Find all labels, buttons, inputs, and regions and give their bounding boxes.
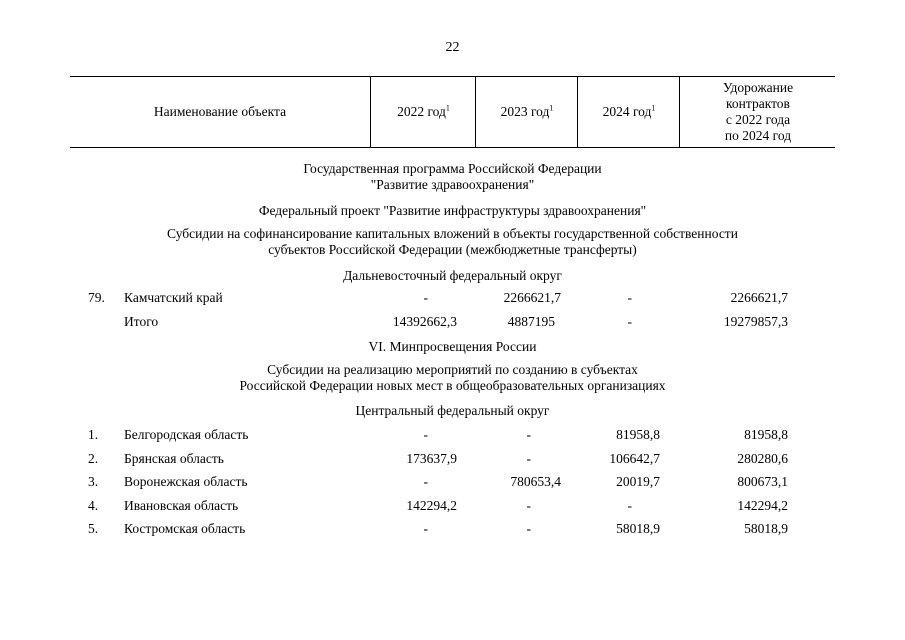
header-name-label: Наименование объекта <box>153 104 287 119</box>
row-2024: 81958,8 <box>616 427 660 442</box>
row-2022: - <box>423 474 428 489</box>
row-total: 58018,9 <box>744 521 788 536</box>
subsidy-title-1: Субсидии на софинансирование капитальных вложений в объекты государственной собственности субъектов Российской Федерации (межбюджетные трансферты) <box>167 226 738 257</box>
row-2024: - <box>627 498 632 513</box>
table-row <box>0 497 905 515</box>
row-2024: - <box>627 290 632 305</box>
row-2024: 58018,9 <box>616 521 660 536</box>
row-total: 81958,8 <box>744 427 788 442</box>
table-header <box>70 76 835 148</box>
row-total: 19279857,3 <box>723 314 788 329</box>
row-2023: - <box>526 498 531 513</box>
subsidy-title-2: Субсидии на реализацию мероприятий по созданию в субъектах Российской Федерации новых мест в общеобразовательных организациях <box>239 362 666 393</box>
row-number: 4. <box>88 498 99 513</box>
row-2022: 142294,2 <box>406 498 457 513</box>
row-2024: 106642,7 <box>609 451 660 466</box>
table-row <box>0 520 905 538</box>
row-2023: - <box>526 451 531 466</box>
row-total: 800673,1 <box>737 474 788 489</box>
row-name: Белгородская область <box>124 427 249 442</box>
header-2022-column <box>370 77 476 147</box>
ministry-title: VI. Минпросвещения России <box>368 339 537 354</box>
row-2023: 2266621,7 <box>503 290 561 305</box>
row-2023: - <box>526 427 531 442</box>
program-title: Государственная программа Российской Федерации "Развитие здравоохранения" <box>303 161 602 192</box>
row-name: Брянская область <box>124 451 224 466</box>
header-increase-label: Удорожание контрактов с 2022 года по 2024 год <box>722 80 794 143</box>
row-2023: 4887195 <box>507 314 555 329</box>
district-title-1: Дальневосточный федеральный округ <box>343 268 562 283</box>
federal-project-title: Федеральный проект "Развитие инфраструктуры здравоохранения" <box>258 203 647 218</box>
table-row <box>0 450 905 468</box>
row-number: 3. <box>88 474 99 489</box>
row-number: 2. <box>88 451 99 466</box>
row-name: Итого <box>124 314 159 329</box>
row-name: Ивановская область <box>124 498 239 513</box>
row-total: 280280,6 <box>737 451 788 466</box>
row-name: Воронежская область <box>124 474 248 489</box>
page-number: 22 <box>445 40 460 55</box>
row-2023: 780653,4 <box>510 474 561 489</box>
row-2024: 20019,7 <box>616 474 660 489</box>
header-2022-label: 2022 год$^1$ <box>397 103 450 119</box>
header-2023-column <box>475 77 578 147</box>
row-name: Костромская область <box>124 521 246 536</box>
row-number: 1. <box>88 427 99 442</box>
header-2024-label: 2024 год$^1$ <box>602 103 656 119</box>
row-total: 142294,2 <box>737 498 788 513</box>
header-increase-column <box>679 77 836 147</box>
district-title-2: Центральный федеральный округ <box>355 403 550 418</box>
row-2022: - <box>423 427 428 442</box>
row-2022: 14392662,3 <box>392 314 457 329</box>
header-name-column <box>70 77 370 147</box>
row-total: 2266621,7 <box>730 290 788 305</box>
row-2023: - <box>526 521 531 536</box>
row-2022: - <box>423 290 428 305</box>
table-row <box>0 426 905 444</box>
header-2024-column <box>577 77 680 147</box>
row-2022: - <box>423 521 428 536</box>
table-row-total <box>0 313 905 331</box>
row-number: 79. <box>88 290 105 305</box>
row-name: Камчатский край <box>124 290 223 305</box>
header-2023-label: 2023 год$^1$ <box>500 103 554 119</box>
table-row <box>0 289 905 307</box>
row-number: 5. <box>88 521 99 536</box>
row-2022: 173637,9 <box>406 451 457 466</box>
table-row <box>0 473 905 491</box>
row-2024: - <box>627 314 632 329</box>
